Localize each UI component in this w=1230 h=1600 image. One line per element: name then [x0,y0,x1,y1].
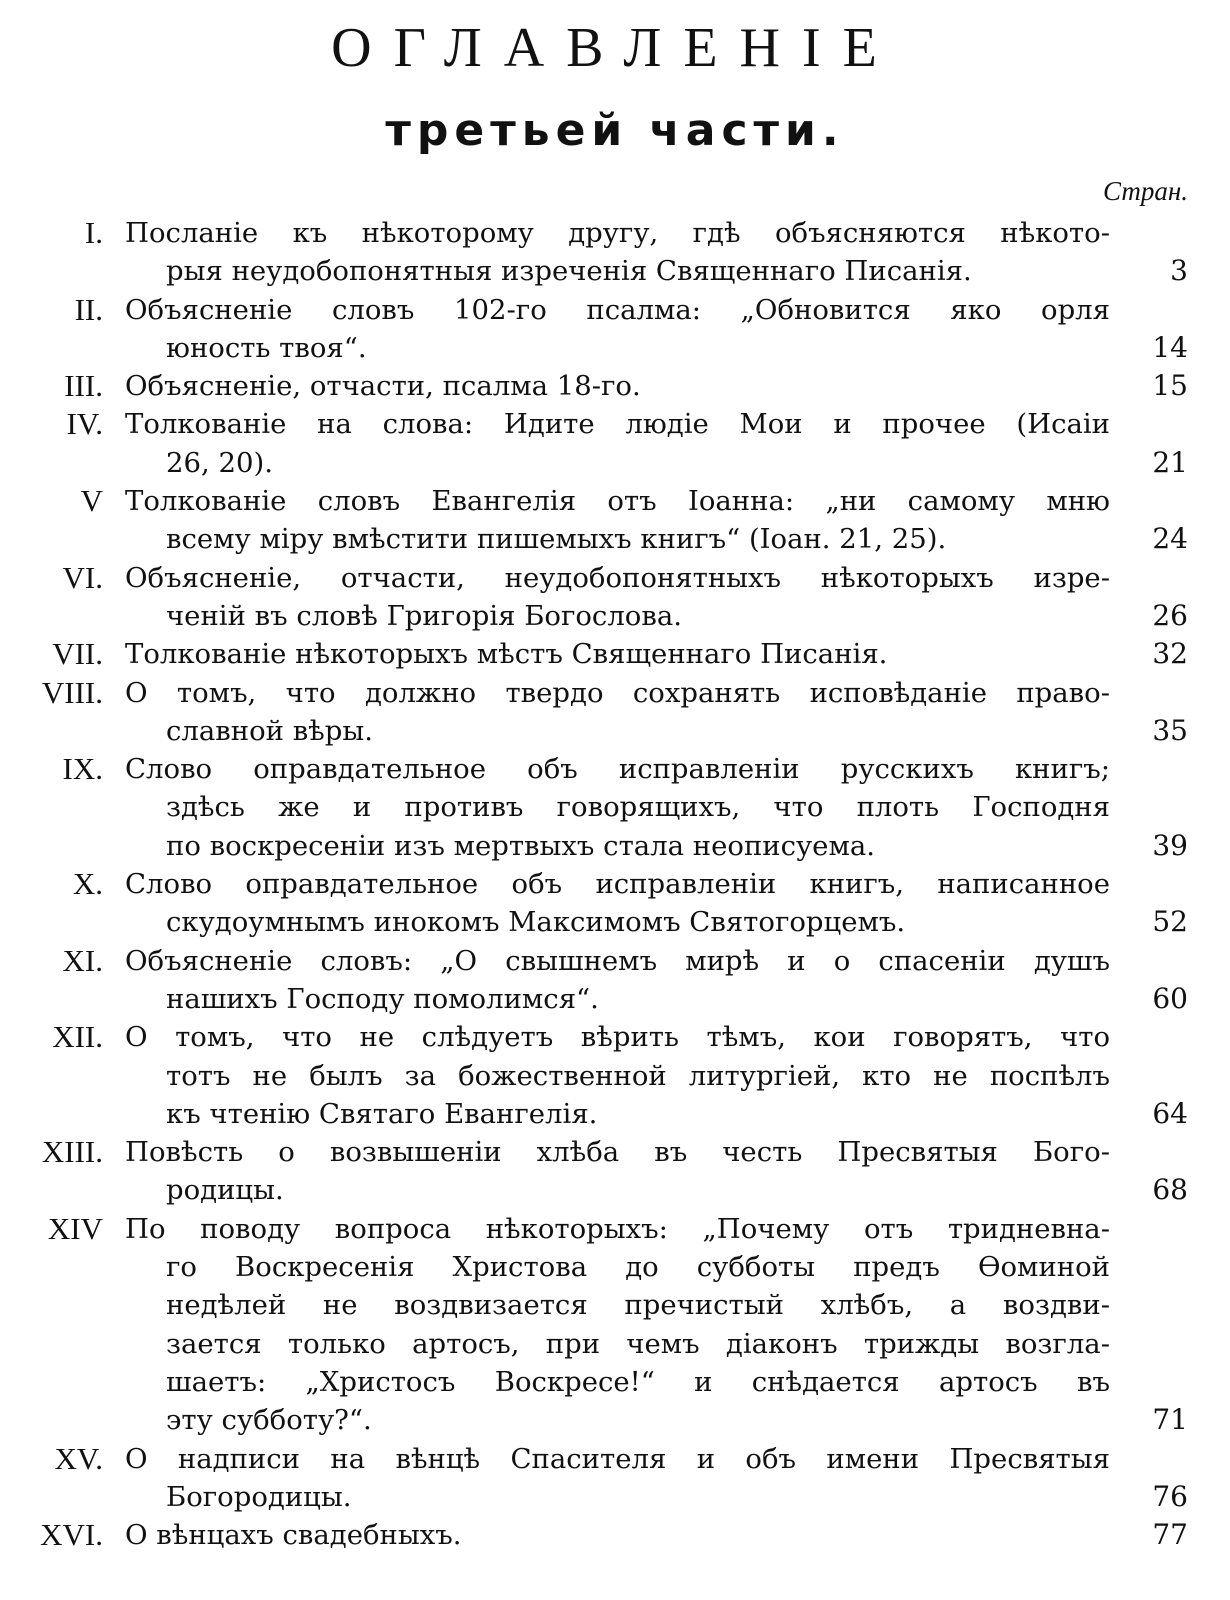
toc-entry-page-number: 39 [1152,828,1188,862]
toc-entry-line [0,1095,1230,1133]
toc-entry-page-number: 15 [1152,369,1188,403]
toc-entry [0,367,1230,405]
toc-entry-text: О томъ, что должно твердо сохранять исповѣданіе право- [125,676,1110,709]
toc-entry-text: славной вѣры. [166,714,374,747]
toc-entry-line [0,1057,1230,1095]
table-of-contents [0,214,1230,1554]
toc-entry-text: Повѣсть о возвышеніи хлѣба въ честь Пресвятыя Бого- [125,1136,1110,1169]
toc-entry-number: II. [74,291,103,327]
toc-entry-line [0,980,1230,1018]
toc-entry-text: всему міру вмѣстити пишемыхъ книгъ“ (Іоан. 21, 25). [166,523,947,556]
toc-entry-number: VII. [52,636,103,672]
toc-entry [0,1018,1230,1133]
toc-entry-line [0,597,1230,635]
toc-entry-line [0,788,1230,826]
toc-entry-page-number: 26 [1152,598,1188,632]
toc-entry-line [0,635,1230,673]
toc-entry-line [0,1440,1230,1478]
toc-entry-text: тотъ не былъ за божественной литургіей, кто не поспѣлъ [166,1059,1110,1092]
toc-entry-text: О вѣнцахъ свадебныхъ. [125,1519,462,1552]
toc-entry-number: VIII. [41,674,103,710]
toc-entry-text: къ чтенію Святаго Евангелія. [166,1097,598,1130]
page-subtitle: третьей части. [385,105,845,156]
toc-entry-line [0,942,1230,980]
toc-entry-page-number: 14 [1152,330,1188,364]
toc-entry-line [0,1478,1230,1516]
toc-entry-number: IX. [62,751,103,787]
toc-entry-text: ченій въ словѣ Григорія Богослова. [166,599,682,632]
toc-entry-page-number: 32 [1152,637,1188,671]
toc-entry-line [0,674,1230,712]
toc-entry-page-number: 71 [1152,1403,1188,1437]
toc-entry-line [0,827,1230,865]
toc-entry-text: по воскресеніи изъ мертвыхъ стала неописуема. [166,829,875,862]
toc-entry [0,1516,1230,1554]
toc-entry-line [0,865,1230,903]
toc-entry-line [0,750,1230,788]
toc-entry-text: Объясненіе словъ 102-го псалма: „Обновится яко орля [125,293,1110,326]
toc-entry-number: XVI. [40,1517,103,1553]
toc-entry-line [0,252,1230,290]
toc-entry [0,1133,1230,1210]
toc-entry-line [0,1210,1230,1248]
toc-entry-line [0,1018,1230,1056]
toc-entry-line [0,1325,1230,1363]
toc-entry-line [0,712,1230,750]
toc-entry-page-number: 24 [1152,522,1188,556]
toc-entry-number: I. [84,215,103,250]
page-title: ОГЛАВЛЕНІЕ [331,17,899,79]
toc-entry-page-number: 64 [1152,1096,1188,1130]
toc-entry-page-number: 52 [1152,905,1188,939]
toc-entry-text: рыя неудобопонятныя изреченія Священнаго Писанія. [166,255,972,288]
toc-entry-text: О томъ, что не слѣдуетъ вѣрить тѣмъ, кои говорятъ, что [125,1021,1110,1054]
toc-entry-text: го Воскресенія Христова до субботы предъ Ѳоминой [166,1251,1110,1284]
toc-entry-page-number: 60 [1152,981,1188,1015]
toc-entry [0,405,1230,482]
toc-entry [0,291,1230,368]
toc-entry-page-number: 21 [1152,445,1188,479]
toc-entry-text: Слово оправдательное объ исправленіи книгъ, написанное [125,868,1110,901]
toc-entry-text: юность твоя“. [166,331,367,364]
toc-entry-line [0,1516,1230,1554]
toc-entry-text: О надписи на вѣнцѣ Спасителя и объ имени Пресвятыя [125,1442,1110,1475]
toc-entry [0,942,1230,1019]
toc-entry-text: нашихъ Господу помолимся“. [166,982,599,1015]
toc-entry-number: VI. [62,559,103,595]
toc-entry-page-number: 76 [1152,1479,1188,1513]
toc-entry-line [0,1401,1230,1439]
toc-entry-text: шаетъ: „Христосъ Воскресе!“ и снѣдается артосъ въ [166,1365,1110,1398]
toc-entry-text: По поводу вопроса нѣкоторыхъ: „Почему отъ тридневна- [125,1212,1110,1245]
toc-entry-number: XIV [47,1210,103,1246]
toc-entry-line [0,1363,1230,1401]
toc-entry-line [0,903,1230,941]
toc-entry-number: XV. [54,1440,103,1476]
toc-entry-line [0,482,1230,520]
toc-entry-line [0,405,1230,443]
toc-entry-line [0,1286,1230,1324]
toc-entry-line [0,520,1230,558]
toc-entry-line [0,444,1230,482]
toc-entry [0,482,1230,559]
toc-entry-page-number: 3 [1170,254,1188,288]
toc-entry-text: Объясненіе словъ: „О свышнемъ мирѣ и о спасеніи душъ [125,944,1110,977]
toc-entry-text: Толкованіе нѣкоторыхъ мѣстъ Священнаго Писанія. [125,638,888,671]
toc-entry-text: Богородицы. [166,1480,352,1513]
toc-entry-text: Слово оправдательное объ исправленіи русскихъ книгъ; [125,753,1110,786]
pages-column-header: Стран. [1102,176,1188,206]
toc-entry-number: V [80,483,103,519]
toc-entry-line [0,1171,1230,1209]
toc-entry-text: Толкованіе на слова: Идите людіе Мои и прочее (Исаіи [125,408,1110,441]
toc-entry-line [0,291,1230,329]
toc-entry-text: Объясненіе, отчасти, псалма 18-го. [125,370,641,403]
toc-entry-text: родицы. [166,1174,284,1207]
toc-entry-text: Посланіе къ нѣкоторому другу, гдѣ объясняются нѣкото- [125,217,1110,249]
toc-entry-line [0,329,1230,367]
toc-entry-text: Толкованіе словъ Евангелія отъ Іоанна: „ни самому мню [125,485,1110,518]
toc-entry-text: 26, 20). [166,446,273,479]
toc-entry-number: XII. [52,1019,103,1055]
toc-entry-line [0,214,1230,252]
toc-entry [0,1210,1230,1440]
toc-entry-number: X. [72,866,103,902]
toc-entry [0,674,1230,751]
toc-entry-number: XIII. [41,1134,103,1170]
toc-entry [0,750,1230,865]
toc-entry-text: недѣлей не воздвизается пречистый хлѣбъ, а воздви- [166,1289,1110,1322]
toc-entry-line [0,559,1230,597]
toc-entry-text: здѣсь же и противъ говорящихъ, что плоть Господня [166,791,1110,824]
toc-entry [0,214,1230,291]
toc-entry-text: скудоумнымъ инокомъ Максимомъ Святогорцемъ. [166,906,906,939]
toc-entry-number: XI. [62,942,103,978]
toc-entry-line [0,1248,1230,1286]
toc-entry-number: IV. [66,406,103,442]
toc-entry [0,1440,1230,1517]
toc-entry [0,559,1230,636]
toc-entry [0,865,1230,942]
toc-entry-page-number: 77 [1152,1518,1188,1552]
toc-entry-page-number: 68 [1152,1173,1188,1207]
toc-entry [0,635,1230,673]
toc-entry-page-number: 35 [1152,713,1188,747]
toc-entry-text: зается только артосъ, при чемъ діаконъ трижды возгла- [166,1327,1110,1360]
toc-entry-text: эту субботу?“. [166,1404,372,1437]
toc-entry-line [0,1133,1230,1171]
toc-entry-line [0,367,1230,405]
toc-entry-text: Объясненіе, отчасти, неудобопонятныхъ нѣкоторыхъ изре- [125,561,1110,594]
toc-entry-number: III. [64,368,103,404]
